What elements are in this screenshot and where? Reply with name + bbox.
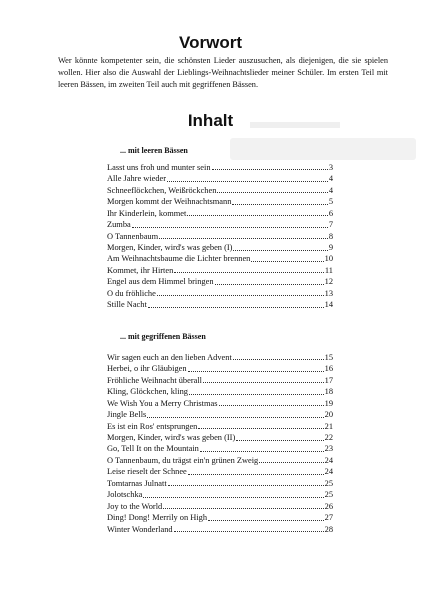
toc-entry-page-number: 3 bbox=[328, 162, 333, 172]
toc-entry bbox=[107, 288, 333, 299]
toc-entry-title: Jingle Bells bbox=[107, 410, 147, 420]
toc-entry bbox=[107, 185, 333, 196]
toc-entry bbox=[107, 162, 333, 173]
dot-leader bbox=[188, 474, 324, 475]
toc-entry-title: Tomtarnas Julnatt bbox=[107, 478, 167, 488]
toc-entry bbox=[107, 196, 333, 207]
toc-entry-title: Ding! Dong! Merrily on High bbox=[107, 513, 208, 523]
dot-leader bbox=[200, 451, 324, 452]
dot-leader bbox=[148, 307, 324, 308]
toc-entry-page-number: 24 bbox=[324, 455, 333, 465]
toc-entry-title: Joy to the World bbox=[107, 501, 163, 511]
toc-entry bbox=[107, 386, 333, 397]
toc-entry bbox=[107, 455, 333, 466]
toc-entry-page-number: 11 bbox=[324, 265, 333, 275]
toc-entry-page-number: 9 bbox=[328, 243, 333, 253]
toc-entry-title: O Tannenbaum bbox=[107, 231, 159, 241]
toc-entry-title: Leise rieselt der Schnee bbox=[107, 467, 187, 477]
toc-entry-page-number: 5 bbox=[328, 197, 333, 207]
dot-leader bbox=[163, 508, 323, 509]
toc-entry bbox=[107, 466, 333, 477]
toc-entry-title: Am Weihnachtsbaume die Lichter brennen bbox=[107, 254, 251, 264]
toc-entry-page-number: 27 bbox=[324, 513, 333, 523]
dot-leader bbox=[208, 520, 324, 521]
toc-entry bbox=[107, 265, 333, 276]
toc-entry bbox=[107, 242, 333, 253]
toc-entry-page-number: 20 bbox=[324, 410, 333, 420]
toc-entry-page-number: 13 bbox=[324, 288, 333, 298]
toc-entry-title: Ihr Kinderlein, kommet bbox=[107, 208, 187, 218]
toc-entry bbox=[107, 375, 333, 386]
page-title: Vorwort bbox=[179, 33, 242, 52]
dot-leader bbox=[132, 227, 328, 228]
toc-entry bbox=[107, 398, 333, 409]
dot-leader bbox=[217, 192, 327, 193]
dot-leader bbox=[203, 382, 324, 383]
toc-entry-page-number: 18 bbox=[324, 387, 333, 397]
toc-entry-title: Wir sagen euch an den lieben Advent bbox=[107, 352, 232, 362]
toc-list-gegriffene-baesse bbox=[107, 352, 333, 535]
toc-entry-title: Kling, Glöckchen, kling bbox=[107, 387, 188, 397]
toc-entry-title: Morgen, Kinder, wird's was geben (II) bbox=[107, 433, 236, 443]
toc-entry-title: Alle Jahre wieder bbox=[107, 174, 167, 184]
toc-entry-page-number: 8 bbox=[328, 231, 333, 241]
toc-entry bbox=[107, 501, 333, 512]
toc-entry bbox=[107, 409, 333, 420]
dot-leader bbox=[143, 497, 323, 498]
toc-entry bbox=[107, 208, 333, 219]
toc-entry-title: Engel aus dem Himmel bringen bbox=[107, 277, 214, 287]
toc-entry-page-number: 4 bbox=[328, 174, 333, 184]
toc-entry-page-number: 23 bbox=[324, 444, 333, 454]
toc-entry-page-number: 7 bbox=[328, 220, 333, 230]
dot-leader bbox=[251, 261, 323, 262]
toc-entry-title: Kommet, ihr Hirten bbox=[107, 265, 174, 275]
dot-leader bbox=[259, 462, 323, 463]
toc-entry-page-number: 10 bbox=[324, 254, 333, 264]
toc-entry bbox=[107, 219, 333, 230]
dot-leader bbox=[189, 394, 324, 395]
toc-entry-title: Zumba bbox=[107, 220, 131, 230]
toc-title: Inhalt bbox=[187, 111, 234, 130]
toc-entry-page-number: 15 bbox=[324, 352, 333, 362]
toc-entry-page-number: 19 bbox=[324, 398, 333, 408]
toc-entry-title: Winter Wonderland bbox=[107, 524, 173, 534]
toc-entry-title: Fröhliche Weihnacht überall bbox=[107, 375, 202, 385]
toc-entry bbox=[107, 299, 333, 310]
toc-entry bbox=[107, 276, 333, 287]
toc-entry-page-number: 24 bbox=[324, 467, 333, 477]
toc-entry-title: Go, Tell It on the Mountain bbox=[107, 444, 199, 454]
toc-entry-title: Morgen kommt der Weihnachtsmann bbox=[107, 197, 232, 207]
toc-entry bbox=[107, 512, 333, 523]
toc-entry bbox=[107, 173, 333, 184]
section-heading-gegriffene-baesse: ... mit gegriffenen Bässen bbox=[120, 332, 206, 341]
dot-leader bbox=[188, 371, 324, 372]
dot-leader bbox=[215, 284, 324, 285]
toc-entry-page-number: 26 bbox=[324, 501, 333, 511]
toc-list-leere-baesse bbox=[107, 162, 333, 311]
toc-entry-title: O du fröhliche bbox=[107, 288, 156, 298]
toc-entry-title: Lasst uns froh und munter sein bbox=[107, 162, 211, 172]
toc-entry-title: O Tannenbaum, du trägst ein'n grünen Zweig bbox=[107, 455, 259, 465]
dot-leader bbox=[219, 405, 324, 406]
toc-entry-page-number: 17 bbox=[324, 375, 333, 385]
dot-leader bbox=[147, 417, 323, 418]
dot-leader bbox=[168, 485, 324, 486]
dot-leader bbox=[233, 250, 327, 251]
dot-leader bbox=[236, 440, 323, 441]
dot-leader bbox=[198, 428, 323, 429]
toc-entry bbox=[107, 444, 333, 455]
toc-entry bbox=[107, 352, 333, 363]
intro-paragraph: Wer könnte kompetenter sein, die schönsten Lieder auszusuchen, als diejenigen, die sie spielen wollen. Hier also die Auswahl der Lieblings-Weihnachtslieder meiner Schüler. Im ersten Teil mit leeren Bässen, im zweiten Teil auch mit gegriffenen Bässen. bbox=[58, 56, 388, 89]
toc-entry-title: Jolotschka bbox=[107, 490, 143, 500]
toc-entry bbox=[107, 231, 333, 242]
toc-entry-page-number: 14 bbox=[324, 300, 333, 310]
dot-leader bbox=[167, 181, 328, 182]
toc-entry bbox=[107, 489, 333, 500]
dot-leader bbox=[159, 238, 328, 239]
toc-entry-page-number: 4 bbox=[328, 185, 333, 195]
toc-entry bbox=[107, 524, 333, 535]
toc-entry-title: Morgen, Kinder, wird's was geben (I) bbox=[107, 243, 233, 253]
toc-entry-title: Stille Nacht bbox=[107, 300, 147, 310]
toc-entry-page-number: 21 bbox=[324, 421, 333, 431]
toc-entry-page-number: 22 bbox=[324, 433, 333, 443]
dot-leader bbox=[232, 204, 327, 205]
dot-leader bbox=[212, 169, 328, 170]
dot-leader bbox=[174, 272, 324, 273]
dot-leader bbox=[233, 359, 324, 360]
toc-entry-title: Herbei, o ihr Gläubigen bbox=[107, 364, 187, 374]
toc-entry-title: We Wish You a Merry Christmas bbox=[107, 398, 218, 408]
toc-entry bbox=[107, 363, 333, 374]
toc-entry bbox=[107, 432, 333, 443]
toc-entry bbox=[107, 421, 333, 432]
toc-entry-title: Es ist ein Ros' entsprungen bbox=[107, 421, 198, 431]
dot-leader bbox=[187, 215, 328, 216]
toc-entry bbox=[107, 254, 333, 265]
section-heading-leere-baesse: ... mit leeren Bässen bbox=[120, 146, 188, 155]
dot-leader bbox=[174, 531, 324, 532]
toc-entry-page-number: 28 bbox=[324, 524, 333, 534]
toc-entry-page-number: 12 bbox=[324, 277, 333, 287]
toc-entry bbox=[107, 478, 333, 489]
toc-entry-page-number: 6 bbox=[328, 208, 333, 218]
toc-entry-page-number: 25 bbox=[324, 478, 333, 488]
toc-entry-page-number: 16 bbox=[324, 364, 333, 374]
dot-leader bbox=[157, 295, 324, 296]
toc-entry-page-number: 25 bbox=[324, 490, 333, 500]
toc-entry-title: Schneeflöckchen, Weißröckchen bbox=[107, 185, 217, 195]
